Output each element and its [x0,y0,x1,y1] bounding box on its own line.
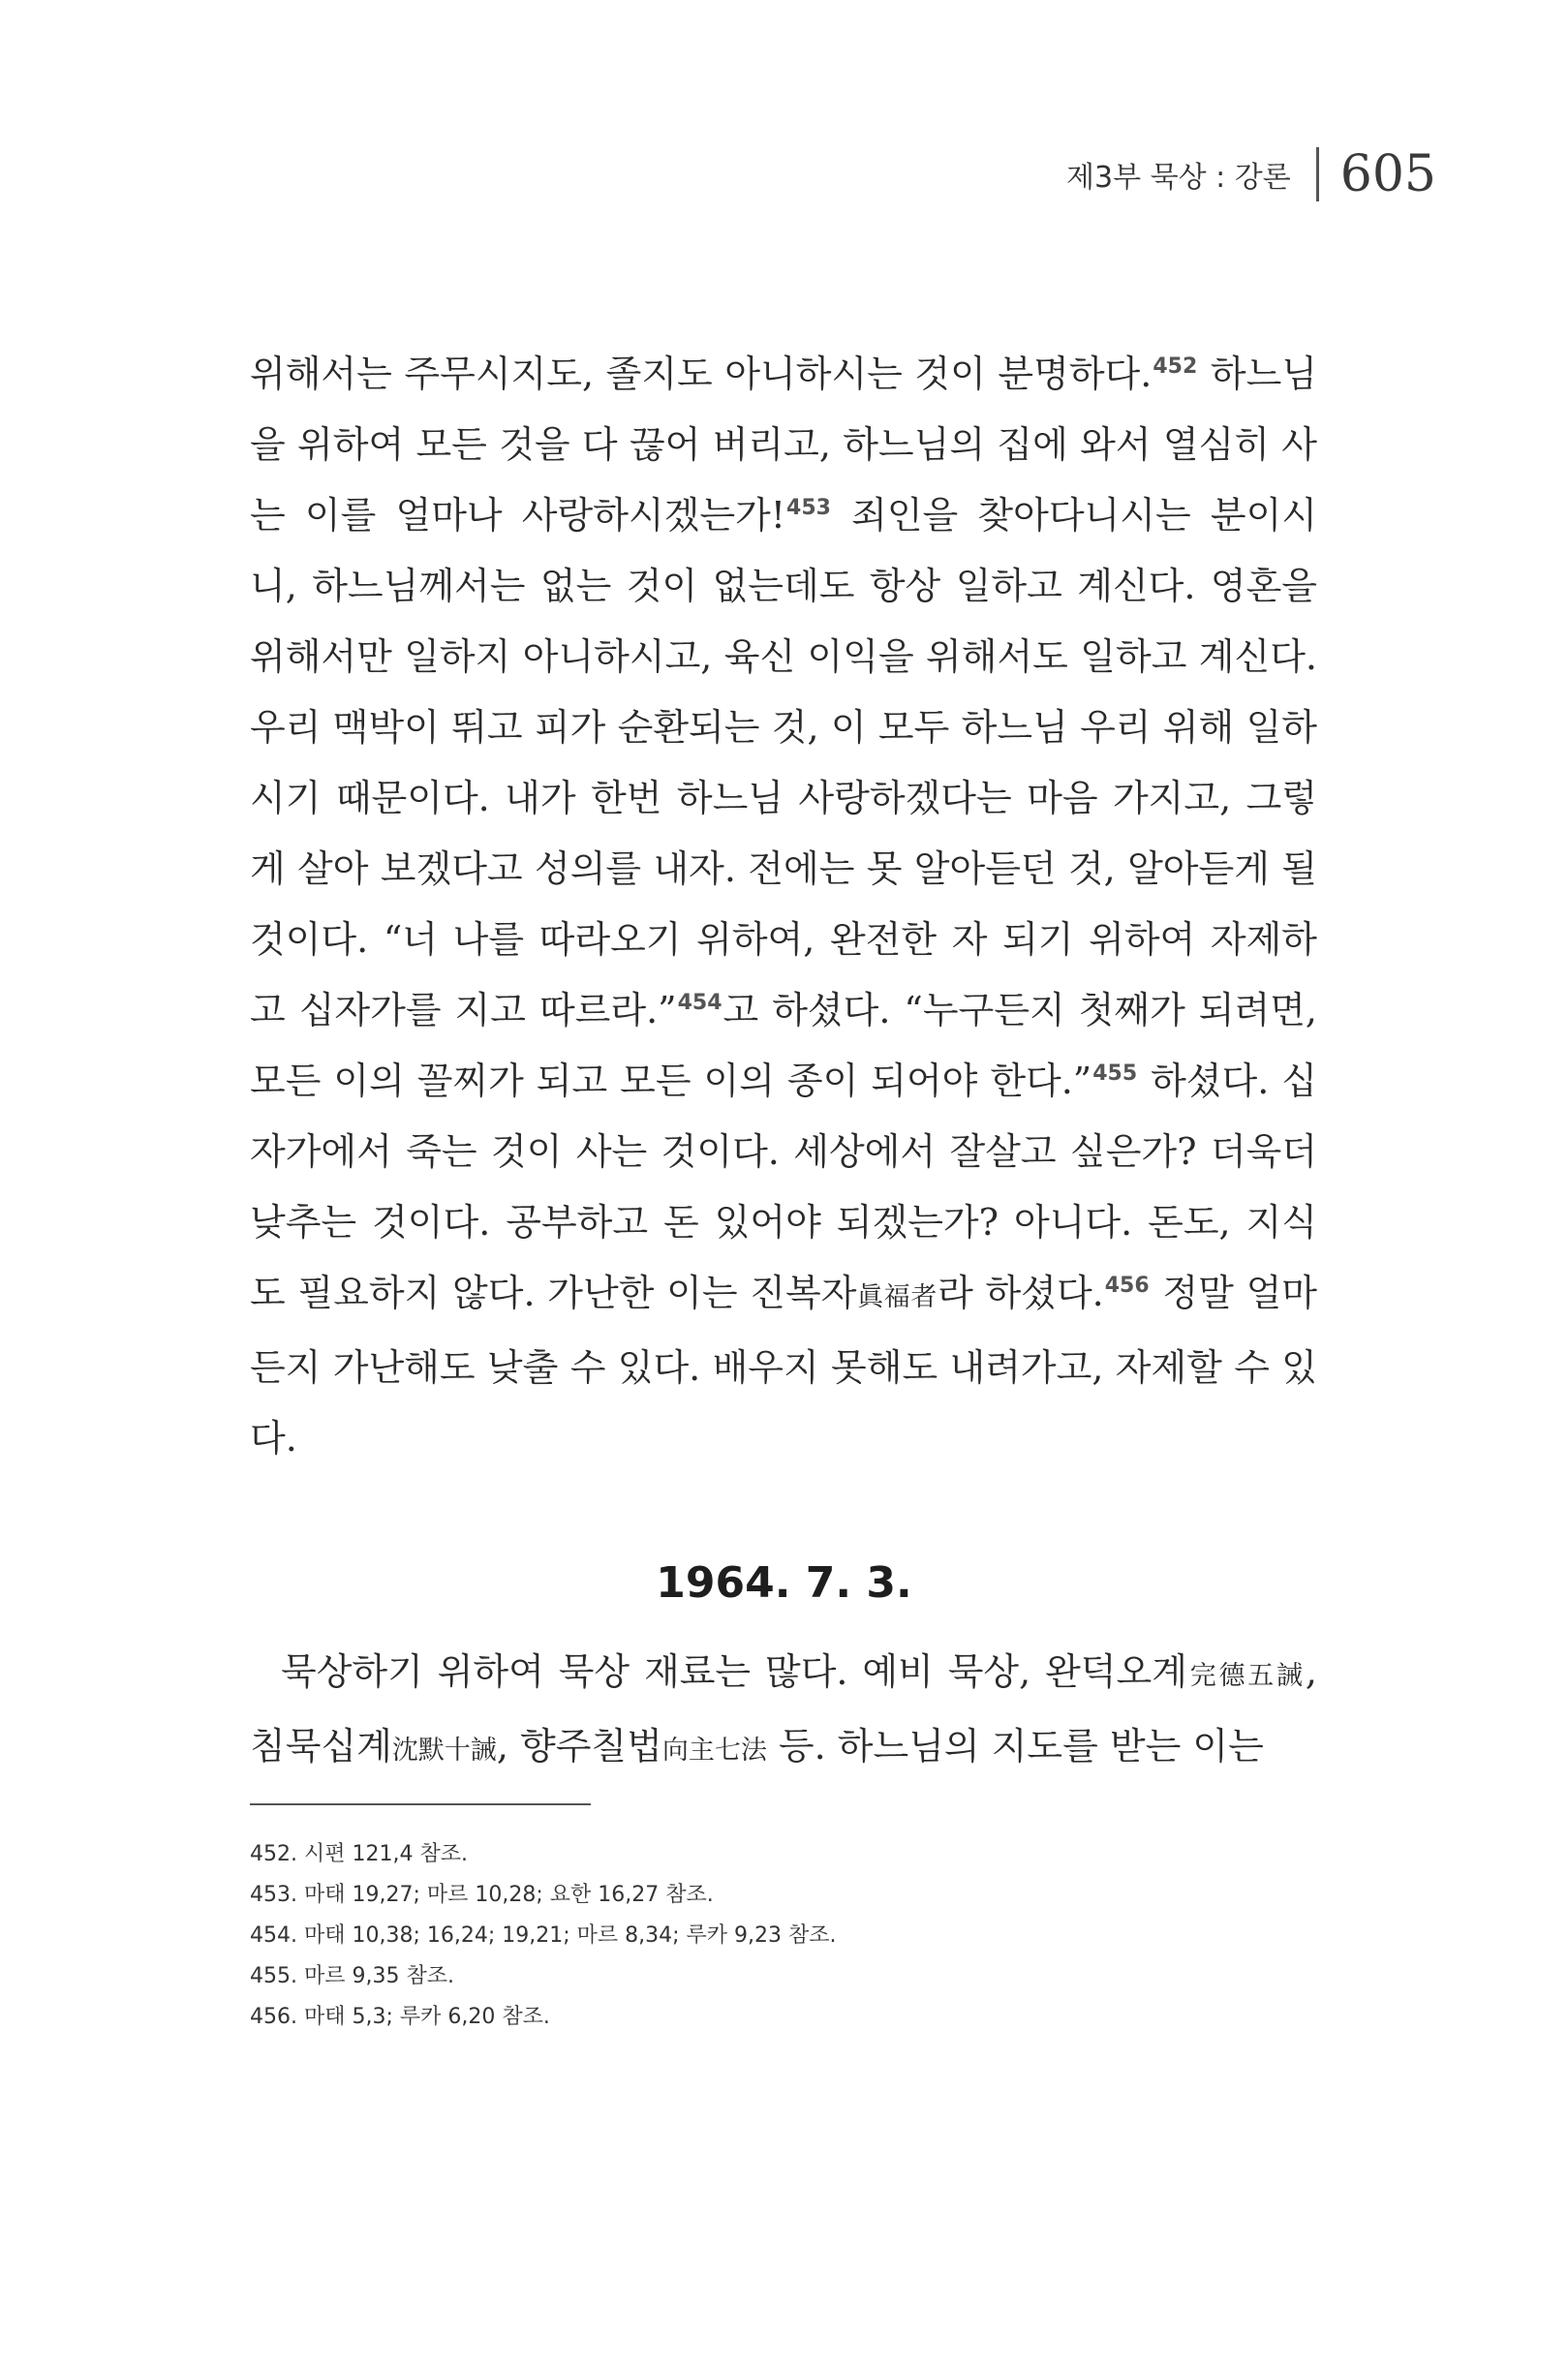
footnote-455: 455. 마르 9,35 참조. [250,1964,454,1988]
paragraph-1 [250,339,1317,1474]
text-run: , 향주칠법 [496,1725,662,1768]
footnote-ref-455[interactable]: 455 [1092,1061,1138,1086]
text-run: 하셨다. 십자가에서 죽는 것이 사는 것이다. 세상에서 잘살고 싶은가? 더욱더 낮추는 것이다. 공부하고 돈 있어야 되겠는가? 아니다. 돈도, 지식도 필요하지 않다. 가난한 이는 진복자 [250,1060,1317,1314]
footnote-ref-452[interactable]: 452 [1153,354,1198,379]
text-run: 라 하셨다. [938,1272,1104,1314]
text-run: 고 하셨다. “누구든지 첫째가 되려면, 모든 이의 꼴찌가 되고 모든 이의 종이 되어야 한다.” [250,989,1317,1102]
text-run: , 침묵십계 [250,1650,1318,1768]
footnote-ref-454[interactable]: 454 [677,991,723,1015]
hanja-annotation: 完德五誡 [1186,1661,1306,1691]
page-number: 605 [1339,145,1436,203]
footnote-452: 452. 시편 121,4 참조. [250,1842,468,1866]
text-run: 묵상하기 위하여 묵상 재료는 많다. 예비 묵상, 완덕오계 [281,1650,1187,1693]
text-run: 정말 얼마든지 가난해도 낮출 수 있다. 배우지 못해도 내려가고, 자제할 수 있다. [250,1272,1317,1460]
section-title: 제3부 묵상 : 강론 [1066,161,1291,195]
footnote-456: 456. 마태 5,3; 루카 6,20 참조. [250,2005,550,2029]
text-run: 죄인을 찾아다니시는 분이시니, 하느님께서는 없는 것이 없는데도 항상 일하고 계신다. 영혼을 위해서만 일하지 아니하시고, 육신 이익을 위해서도 일하고 계신다. 우리 맥박이 뛰고 피가 순환되는 것, 이 모두 하느님 우리 위해 일하시기 때문이다. 내가 한번 하느님 사랑하겠다는 마음 가지고, 그렇게 살아 보겠다고 성의를 내자. 전에는 못 알아듣던 것, 알아듣게 될 것이다. “너 나를 따라오기 위하여, 완전한 자 되기 위하여 자제하고 십자가를 지고 따르라.” [250,494,1317,1031]
text-run: 등. 하느님의 지도를 받는 이는 [766,1725,1264,1768]
hanja-annotation: 沈默十誡 [391,1736,497,1766]
header-divider [1316,147,1319,201]
footnote-454: 454. 마태 10,38; 16,24; 19,21; 마르 8,34; 루카 9,23 참조. [250,1923,837,1948]
text-run: 위해서는 주무시지도, 졸지도 아니하시는 것이 분명하다. [250,353,1153,395]
running-head [1066,145,1436,203]
paragraph-2 [250,1637,1317,1786]
footnote-divider [250,1803,591,1805]
footnote-list [250,1834,837,2038]
body-text [250,339,1317,1474]
footnote-453: 453. 마태 19,27; 마르 10,28; 요한 16,27 참조. [250,1883,714,1907]
footnote-ref-453[interactable]: 453 [786,496,831,520]
text-run: 하느님을 위하여 모든 것을 다 끊어 버리고, 하느님의 집에 와서 열심히 사는 이를 얼마나 사랑하시겠는가! [250,353,1317,537]
hanja-annotation: 眞福者 [856,1282,938,1312]
footnote-ref-456[interactable]: 456 [1104,1274,1150,1298]
date-heading: 1964. 7. 3. [656,1558,912,1608]
hanja-annotation: 向主七法 [661,1736,767,1766]
